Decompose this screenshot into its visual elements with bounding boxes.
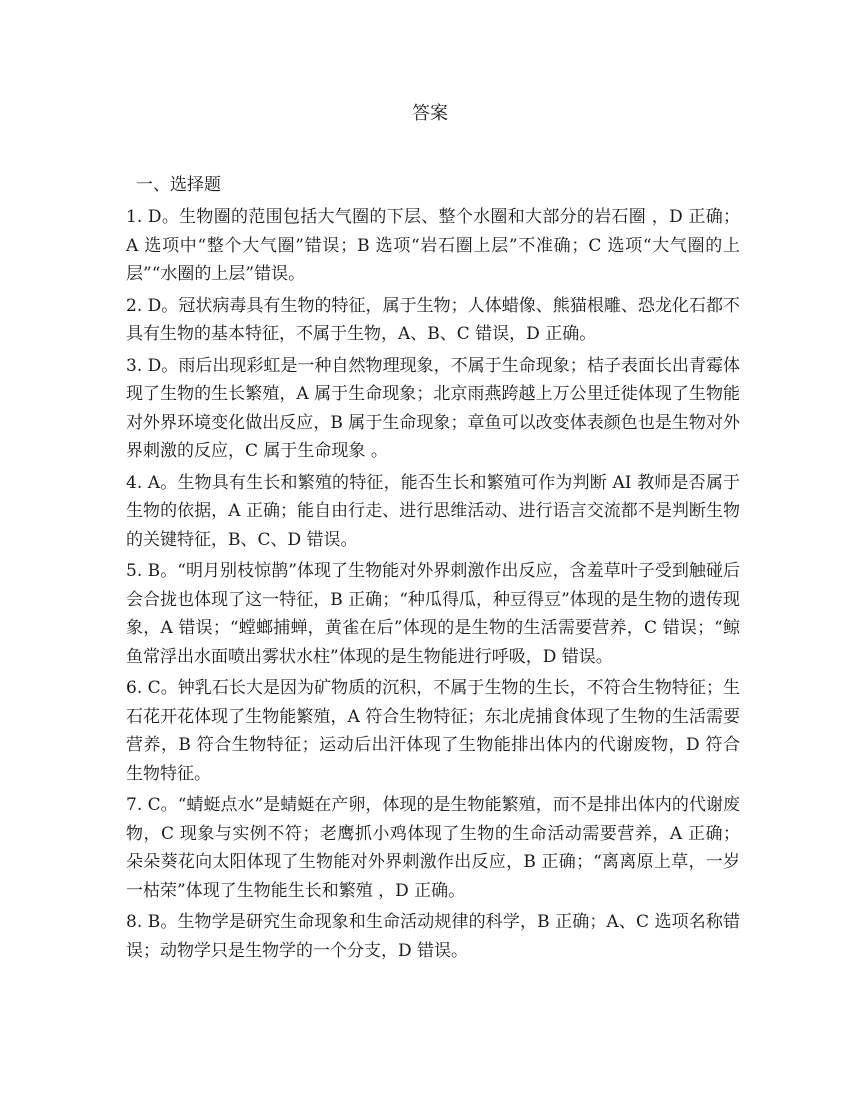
answer-item-5: 5. B。“明月别枝惊鹊”体现了生物能对外界刺激作出反应，含羞草叶子受到触碰后会合拢也体现了这一特征，B 正确；“种瓜得瓜，种豆得豆”体现的是生物的遗传现象，A 错误；“螳螂捕蝉，黄雀在后”体现的是生物的生活需要营养，C 错误；“鲸鱼常浮出水面喷出雾状水柱”体现的是生物能进行呼吸，D 错误。 bbox=[126, 561, 740, 667]
section-heading: 一、选择题 bbox=[136, 175, 221, 195]
answer-item-8: 8. B。生物学是研究生命现象和生命活动规律的科学，B 正确；A、C 选项名称错误；动物学只是生物学的一个分支，D 错误。 bbox=[126, 912, 740, 961]
answer-item-3: 3. D。雨后出现彩虹是一种自然物理现象，不属于生命现象；桔子表面长出青霉体现了生物的生长繁殖，A 属于生命现象；北京雨燕跨越上万公里迁徙体现了生物能对外界环境变化做出反应，B 属于生命现象；章鱼可以改变体表颜色也是生物对外界刺激的反应，C 属于生命现象 。 bbox=[126, 355, 740, 461]
answer-item-7: 7. C。“蜻蜓点水”是蜻蜓在产卵，体现的是生物能繁殖，而不是排出体内的代谢废物，C 现象与实例不符；老鹰抓小鸡体现了生物的生命活动需要营养，A 正确；朵朵葵花向太阳体现了生物能对外界刺激作出反应，B 正确；“离离原上草，一岁一枯荣”体现了生物能生长和繁殖 ，D 正确。 bbox=[126, 795, 740, 901]
answer-item-2: 2. D。冠状病毒具有生物的特征，属于生物；人体蜡像、熊猫根雕、恐龙化石都不具有生物的基本特征，不属于生物，A、B、C 错误，D 正确。 bbox=[126, 295, 740, 344]
answer-item-4: 4. A。生物具有生长和繁殖的特征，能否生长和繁殖可作为判断 AI 教师是否属于生物的依据，A 正确；能自由行走、进行思维活动、进行语言交流都不是判断生物的关键特征，B、C、D 错误。 bbox=[126, 472, 740, 550]
answer-list bbox=[126, 203, 740, 968]
answer-item-6: 6. C。钟乳石长大是因为矿物质的沉积，不属于生物的生长，不符合生物特征；生石花开花体现了生物能繁殖，A 符合生物特征；东北虎捕食体现了生物的生活需要营养，B 符合生物特征；运动后出汗体现了生物能排出体内的代谢废物，D 符合生物特征。 bbox=[126, 678, 740, 784]
page-title: 答案 bbox=[412, 103, 448, 124]
answer-item-1: 1. D。生物圈的范围包括大气圈的下层、整个水圈和大部分的岩石圈 ，D 正确；A 选项中“整个大气圈”错误；B 选项“岩石圈上层”不准确；C 选项“大气圈的上层”“水圈的上层”错误。 bbox=[126, 207, 740, 284]
